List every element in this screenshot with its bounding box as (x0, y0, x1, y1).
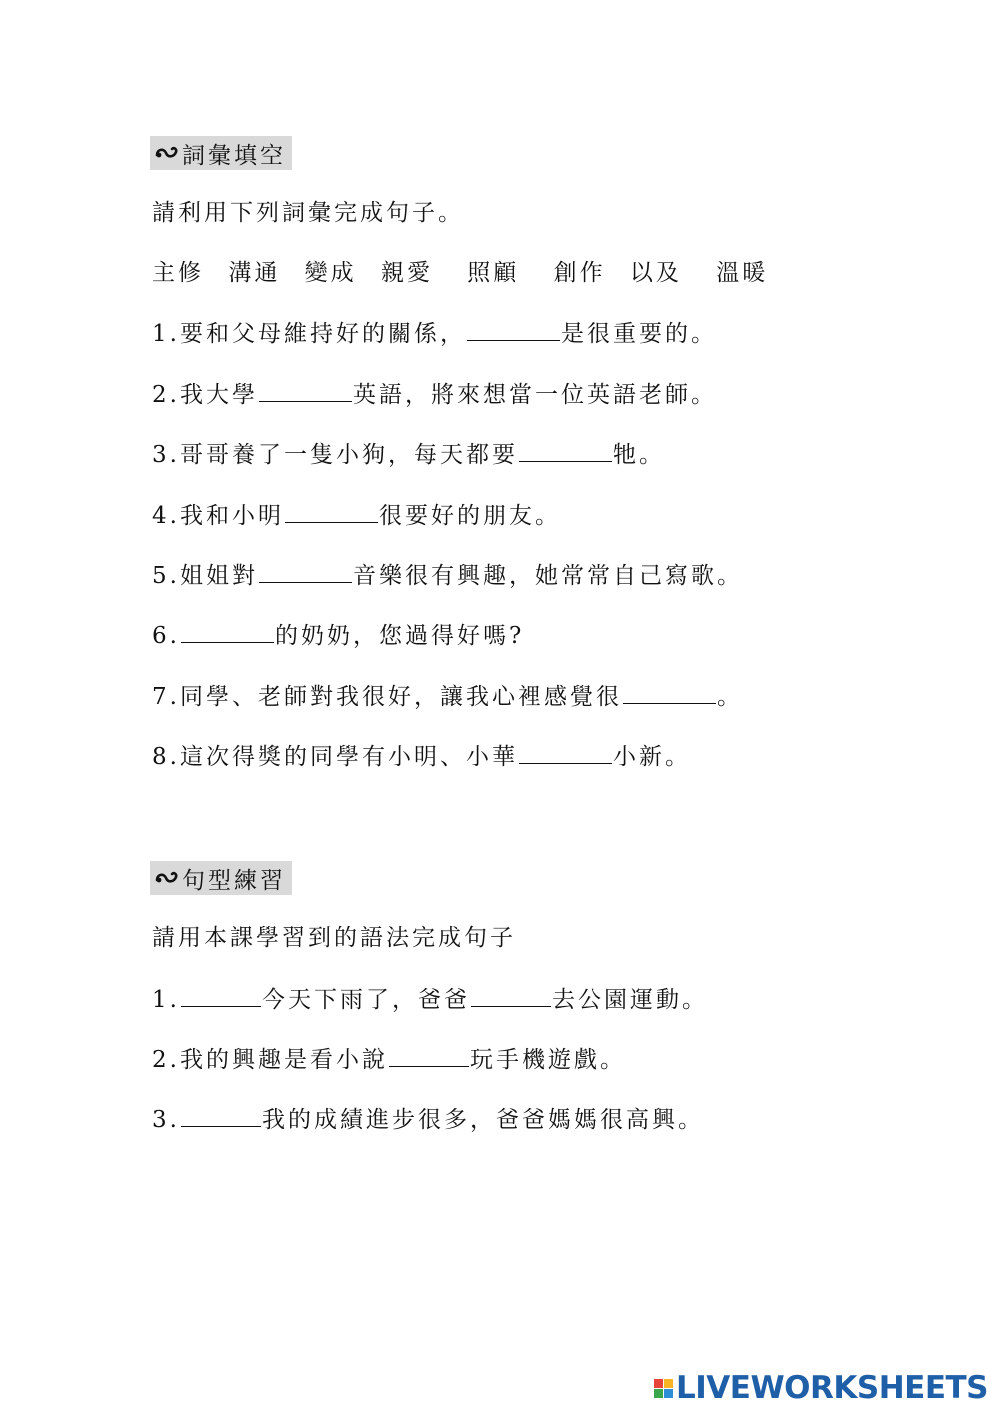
section-sentence-pattern-heading (150, 861, 292, 895)
word-bank-item: 親愛 (380, 260, 433, 286)
answer-blank[interactable] (467, 318, 560, 341)
word-bank-item: 創作 (553, 260, 606, 286)
sentence-text: 4.我和小明 (152, 503, 284, 529)
vocab-sentence-7 (152, 681, 743, 712)
vocab-sentence-3 (152, 439, 665, 470)
sentence-text: 8.這次得獎的同學有小明、小華 (152, 744, 518, 770)
answer-blank[interactable] (519, 439, 612, 462)
sentence-text: 去公園運動。 (551, 987, 708, 1013)
vocab-sentence-4 (152, 500, 561, 531)
sentence-text: 6. (152, 623, 180, 649)
fleuron-icon (154, 868, 180, 888)
vocab-sentence-1 (152, 318, 717, 349)
vocab-sentence-5 (152, 560, 743, 591)
sentence-text: 5.姐姐對 (152, 563, 258, 589)
word-bank-item: 照顧 (467, 260, 520, 286)
word-bank-item: 溝通 (228, 260, 281, 286)
vocabulary-instruction: 請利用下列詞彙完成句子。 (152, 200, 464, 226)
vocab-sentence-6 (152, 620, 524, 651)
sentence-text: 是很重要的。 (560, 321, 717, 347)
brand-name: LIVEWORKSHEETS (676, 1370, 988, 1406)
sentence-text: 音樂很有興趣，她常常自己寫歌。 (352, 563, 743, 589)
logo-tile (654, 1379, 663, 1388)
fleuron-icon (154, 143, 180, 163)
sentence-text: 7.同學、老師對我很好，讓我心裡感覺很 (152, 684, 622, 710)
section-vocabulary-heading (150, 136, 292, 170)
word-bank-item: 主修 (152, 260, 204, 286)
word-bank-item: 變成 (304, 260, 357, 286)
pattern-sentence-2 (152, 1044, 626, 1075)
section-sentence-pattern-title: 句型練習 (182, 867, 286, 894)
sentence-text: 3.哥哥養了一隻小狗，每天都要 (152, 442, 518, 468)
answer-blank[interactable] (389, 1044, 469, 1067)
sentence-text: 我的成績進步很多，爸爸媽媽很高興。 (261, 1107, 704, 1133)
sentence-text: 今天下雨了，爸爸 (261, 987, 470, 1013)
sentence-text: 玩手機遊戲。 (469, 1047, 626, 1073)
pattern-sentence-1 (152, 984, 708, 1015)
sentence-text: 1. (152, 987, 180, 1013)
sentence-text: 2.我的興趣是看小說 (152, 1047, 388, 1073)
logo-tile (664, 1379, 673, 1388)
vocab-sentence-2 (152, 379, 717, 410)
word-bank-item: 以及 (629, 260, 682, 286)
sentence-text: 1.要和父母維持好的關係， (152, 321, 466, 347)
logo-tile (654, 1389, 663, 1398)
sentence-text: 小新。 (612, 744, 691, 770)
answer-blank[interactable] (471, 984, 551, 1007)
sentence-text: 英語，將來想當一位英語老師。 (352, 382, 717, 408)
sentence-text: 很要好的朋友。 (378, 503, 561, 529)
answer-blank[interactable] (181, 984, 261, 1007)
word-bank (152, 258, 782, 288)
word-bank-item: 溫暖 (716, 260, 769, 286)
vocab-sentence-8 (152, 741, 691, 772)
logo-tile (664, 1389, 673, 1398)
sentence-pattern-instruction: 請用本課學習到的語法完成句子 (152, 925, 516, 951)
logo-mark-icon (654, 1379, 673, 1398)
answer-blank[interactable] (285, 500, 378, 523)
answer-blank[interactable] (259, 560, 352, 583)
pattern-sentence-3 (152, 1104, 704, 1135)
sentence-text: 的奶奶，您過得好嗎? (274, 623, 525, 649)
sentence-text: 3. (152, 1107, 180, 1133)
answer-blank[interactable] (181, 1104, 261, 1127)
answer-blank[interactable] (623, 681, 716, 704)
sentence-text: 。 (716, 684, 743, 710)
answer-blank[interactable] (259, 379, 352, 402)
liveworksheets-logo[interactable] (654, 1370, 988, 1406)
sentence-text: 2.我大學 (152, 382, 258, 408)
answer-blank[interactable] (181, 620, 274, 643)
answer-blank[interactable] (519, 741, 612, 764)
section-vocabulary-title: 詞彙填空 (182, 142, 286, 169)
sentence-text: 牠。 (612, 442, 665, 468)
